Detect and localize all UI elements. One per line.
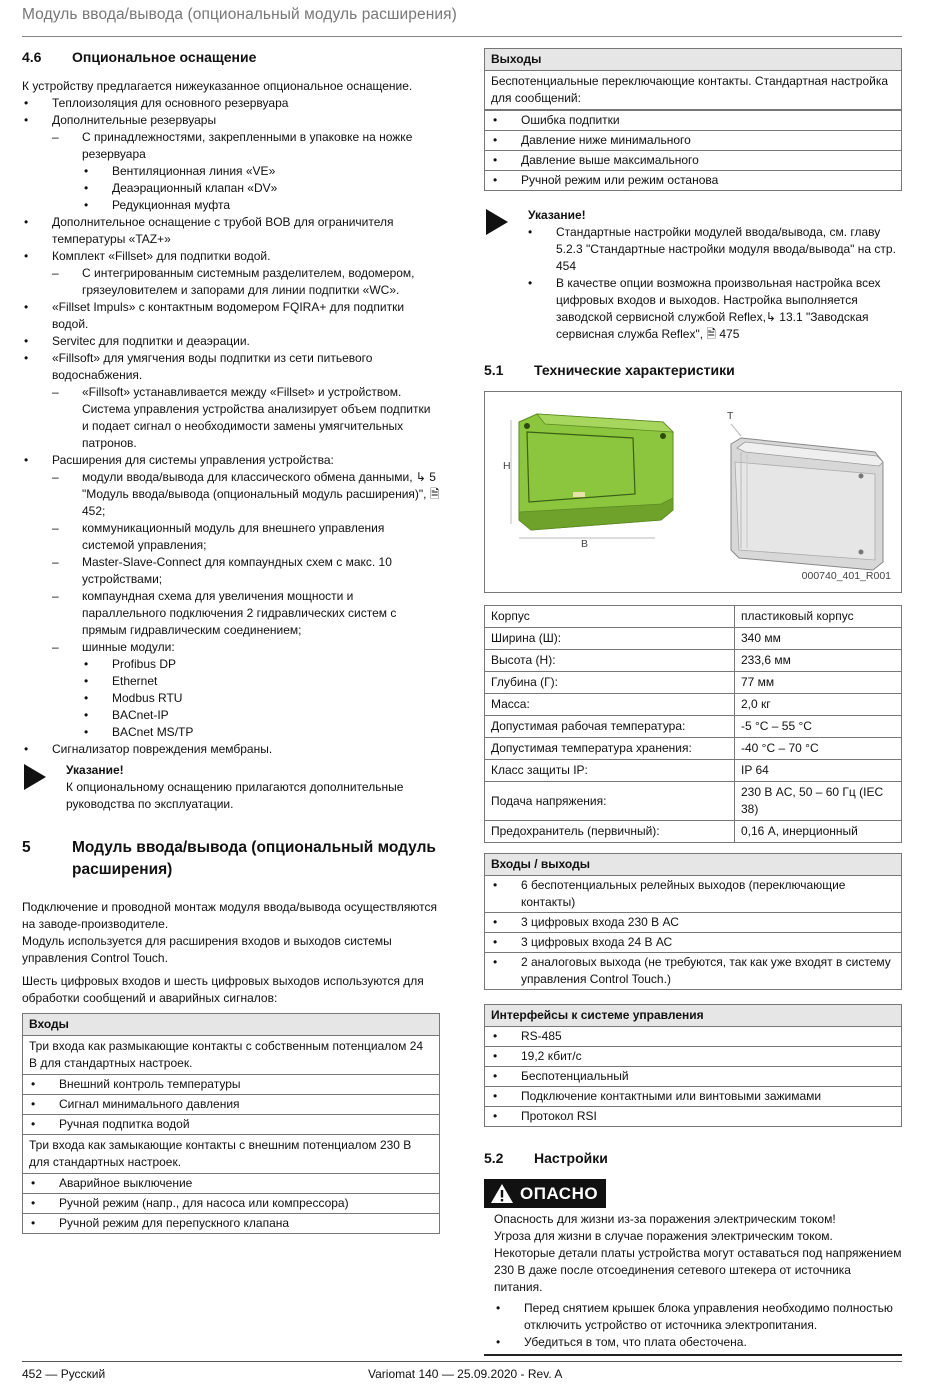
list-item: • 19,2 кбит/с [485,1047,901,1067]
table-row [485,782,902,821]
list-item: • 3 цифровых входа 230 В АС [485,913,901,933]
table-cell: Глубина (Г): [485,672,735,694]
figure-label-t: T [727,410,734,422]
list-item: • BACnet MS/TP [84,725,194,739]
list-item: • Расширения для системы управления устройства: – модули ввода/вывода для классического обмена данными, ↳ 5 "Модуль ввода/вывода (опциональный модуль расширения)", 🗎 452; – коммуникационный модуль для внешнего управления системой управления; – Master-Slave-Connect для компаундных схем с макс. 10 устройствами; – компаундная схема для увеличения мощности и параллельного подключения 2 гидравлических систем с прямым гидравлическим соединением; – шинные модули: • Profibus DP • Ethernet • Modbus RTU • BACnet-IP • BACnet MS/TP [24,453,440,739]
list-item: – коммуникационный модуль для внешнего управления системой управления; [52,521,385,552]
list-item: • BACnet-IP [84,708,169,722]
danger-label: ОПАСНО [484,1179,606,1208]
table-row [485,694,902,716]
table-cell: Корпус [485,606,735,628]
table-cell: 77 мм [735,672,902,694]
table-cell: Предохранитель (первичный): [485,821,735,843]
list-item: • Перед снятием крышек блока управления необходимо полностью отключить устройство от источника электропитания. [496,1301,893,1332]
danger-bottom-rule [484,1354,902,1356]
table-cell: -40 °C – 70 °C [735,738,902,760]
list-item: • Комплект «Fillset» для подпитки водой. – С интегрированным системным разделителем, водомером, грязеуловителем и запорами для линии подпитки «WC». [22,248,440,299]
table-cell: 230 В AC, 50 – 60 Гц (IEC 38) [735,782,902,821]
list-item: – компаундная схема для увеличения мощности и параллельного подключения 2 гидравлических систем с прямым гидравлическим соединением; [52,589,397,637]
table-row [485,821,902,843]
box-text: Три входа как замыкающие контакты с внешним потенциалом 230 В для стандартных настроек. [23,1134,439,1174]
danger-line: Угроза для жизни в случае поражения электрическим током. [494,1229,833,1243]
running-header: Модуль ввода/вывода (опциональный модуль расширения) [22,6,457,23]
table-row [485,628,902,650]
list-item: • «Fillsoft» для умягчения воды подпитки из сети питьевого водоснабжения. – «Fillsoft» устанавливается между «Fillset» и устройством. Система управления устройства анализирует объем подпитки и подает сигнал о необходимости замены умягчительных патронов. [22,350,440,452]
list-item: • Теплоизоляция для основного резервуара [24,96,289,110]
note-block [484,207,902,343]
box-text: Три входа как размыкающие контакты с собственным потенциалом 24 В для стандартных настроек. [23,1036,439,1075]
cross-reference-link[interactable]: модули ввода/вывода для классического обмена данными, ↳ 5 "Модуль ввода/вывода (опциональный модуль расширения)", 🗎 452; [82,470,440,518]
footer-rule [22,1361,902,1362]
section-number: 5.1 [484,362,504,378]
left-column [22,48,440,1234]
list-item: • Убедиться в том, что плата обесточена. [496,1335,747,1349]
table-cell: 340 мм [735,628,902,650]
table-cell: 0,16 А, инерционный [735,821,902,843]
list-item: • 6 беспотенциальных релейных выходов (переключающие контакты) [485,876,901,913]
danger-line: Некоторые детали платы устройства могут оставаться под напряжением 230 В даже после отсоединения сетевого штекера от источника питания. [494,1246,902,1294]
list-item: • Ethernet [84,674,158,688]
table-row [485,672,902,694]
paragraph: Подключение и проводной монтаж модуля ввода/вывода осуществляются на заводе-производителе. [22,900,437,931]
figure-label-b: B [581,538,589,550]
list-item: • Дополнительные резервуары – С принадлежностями, закрепленными в упаковке на ножке резервуара • Вентиляционная линия «VE» • Деаэрационный клапан «DV» • Редукционная муфта [22,112,440,214]
device-illustration [485,392,901,592]
box-header: Выходы [485,49,901,71]
list-item: • Сигнал минимального давления [23,1095,439,1115]
list-item: • Дополнительное оснащение с трубой BOB для ограничителя температуры «TAZ+» [24,215,394,246]
table-cell: Допустимая рабочая температура: [485,716,735,738]
list-item: • Servitec для подпитки и деаэрации. [24,334,250,348]
paragraph: Шесть цифровых входов и шесть цифровых выходов используются для обработки сообщений и аварийных сигналов: [22,974,424,1005]
section-number: 5 [22,839,31,856]
table-cell: Масса: [485,694,735,716]
table-cell: пластиковый корпус [735,606,902,628]
list-item: • Вентиляционная линия «VE» [84,164,276,178]
section-4-6-heading [22,48,440,66]
list-item: • Ручная подпитка водой [31,1117,190,1131]
table-cell: Допустимая температура хранения: [485,738,735,760]
list-item: • Modbus RTU [84,691,183,705]
table-row [485,716,902,738]
box-header: Входы / выходы [485,854,901,876]
right-column [484,48,902,1356]
note-block [22,762,440,813]
section-title: Настройки [534,1150,608,1166]
list-item: • Стандартные настройки модулей ввода/вывода, см. главу 5.2.3 "Стандартные настройки модуля ввода/вывода" на стр. 454 [528,225,896,273]
list-item: • Ручной режим для перепускного клапана [31,1216,290,1230]
list-item: • Протокол RSI [493,1109,597,1123]
list-item: • Редукционная муфта [84,198,231,212]
inputs-box [22,1013,440,1234]
list-item: • Деаэрационный клапан «DV» [84,181,278,195]
footer-page-language: 452 — Русский [22,1367,106,1381]
section-title: Модуль ввода/вывода (опциональный модуль расширения) [72,839,436,878]
interfaces-box [484,1004,902,1127]
box-text: Беспотенциальные переключающие контакты. Стандартная настройка для сообщений: [485,71,901,110]
list-item: • Аварийное выключение [23,1174,439,1194]
section-5-1-heading [484,361,902,379]
note-title: Указание! [66,763,124,777]
list-item: • 2 аналоговых выхода (не требуются, так как уже входят в систему управления Control Touch.) [493,955,891,986]
section-title: Технические характеристики [534,362,735,378]
list-item: • В качестве опции возможна произвольная настройка всех цифровых входов и выходов. Настройка выполняется заводской сервисной службой Reflex,↳ 13.1 "Заводская сервисная служба Reflex", 🗎 475 [528,276,881,341]
list-item: • Ручной режим или режим останова [493,173,719,187]
options-list [22,95,440,758]
list-item: – «Fillsoft» устанавливается между «Fillset» и устройством. Система управления устройства анализирует объем подпитки и подает сигнал о необходимости замены умягчительных патронов. [52,385,431,450]
tech-specs-table [484,605,902,843]
list-item: – С интегрированным системным разделителем, водомером, грязеуловителем и запорами для линии подпитки «WC». [52,266,415,297]
list-item: • 3 цифровых входа 24 В АС [485,933,901,953]
list-item: • Внешний контроль температуры [23,1075,439,1095]
list-item: – шинные модули: • Profibus DP • Ethernet • Modbus RTU • BACnet-IP • BACnet MS/TP [52,639,440,741]
box-header: Входы [23,1014,439,1036]
outputs-box [484,48,902,191]
note-text: К опциональному оснащению прилагаются дополнительные руководства по эксплуатации. [66,780,404,811]
paragraph: Модуль используется для расширения входов и выходов системы управления Control Touch. [22,934,392,965]
note-arrow-icon [484,207,528,343]
device-figure [484,391,902,593]
list-item: • Беспотенциальный [485,1067,901,1087]
table-row [485,606,902,628]
note-arrow-icon [22,762,66,813]
cross-reference-link[interactable]: В качестве опции возможна произвольная настройка всех цифровых входов и выходов. Настройка выполняется заводской сервисной службой Reflex,↳ 13.1 "Заводская сервисная служба Reflex", 🗎 475 [556,276,881,341]
list-item: – модули ввода/вывода для классического обмена данными, ↳ 5 "Модуль ввода/вывода (опциональный модуль расширения)", 🗎 452; [52,470,440,518]
note-title: Указание! [528,208,586,222]
footer-document-info: Variomat 140 — 25.09.2020 - Rev. A [368,1367,563,1381]
table-cell: Высота (Н): [485,650,735,672]
danger-text-block [484,1211,902,1351]
header-rule [22,36,902,37]
section-title: Опциональное оснащение [72,49,257,65]
section-number: 5.2 [484,1150,504,1166]
table-cell: 2,0 кг [735,694,902,716]
table-row [485,650,902,672]
list-item: – С принадлежностями, закрепленными в упаковке на ножке резервуара • Вентиляционная линия «VE» • Деаэрационный клапан «DV» • Редукционная муфта [52,129,440,214]
list-item: • Ошибка подпитки [485,111,901,131]
io-box [484,853,902,990]
section-5-heading [22,837,440,881]
list-item: • «Fillset Impuls» с контактным водомером FQIRA+ для подпитки водой. [24,300,405,331]
list-item: • Ручной режим (напр., для насоса или компрессора) [23,1194,439,1214]
list-item: • Давление выше максимального [485,151,901,171]
list-item: • Profibus DP [84,657,177,671]
list-item: • Давление ниже минимального [485,131,901,151]
warning-triangle-icon [490,1183,514,1204]
list-item: – Master-Slave-Connect для компаундных схем с макс. 10 устройствами; [52,555,392,586]
table-cell: IP 64 [735,760,902,782]
table-row [485,760,902,782]
box-header: Интерфейсы к системе управления [485,1005,901,1027]
figure-caption: 000740_401_R001 [801,570,891,582]
figure-label-h: H [503,460,511,472]
list-item: • Сигнализатор повреждения мембраны. [24,742,273,756]
table-cell: Класс защиты IP: [485,760,735,782]
table-row [485,738,902,760]
section-5-2-heading [484,1149,902,1167]
section-intro: К устройству предлагается нижеуказанное опциональное оснащение. [22,79,413,93]
list-item: • RS-485 [485,1027,901,1047]
table-cell: -5 °C – 55 °C [735,716,902,738]
table-cell: Подача напряжения: [485,782,735,821]
section-number: 4.6 [22,49,42,65]
table-cell: 233,6 мм [735,650,902,672]
list-item: • Подключение контактными или винтовыми зажимами [485,1087,901,1107]
table-cell: Ширина (Ш): [485,628,735,650]
cross-reference-link[interactable]: Стандартные настройки модулей ввода/вывода, см. главу 5.2.3 "Стандартные настройки модуля ввода/вывода" на стр. 454 [556,225,896,273]
danger-line: Опасность для жизни из-за поражения электрическим током! [494,1212,836,1226]
